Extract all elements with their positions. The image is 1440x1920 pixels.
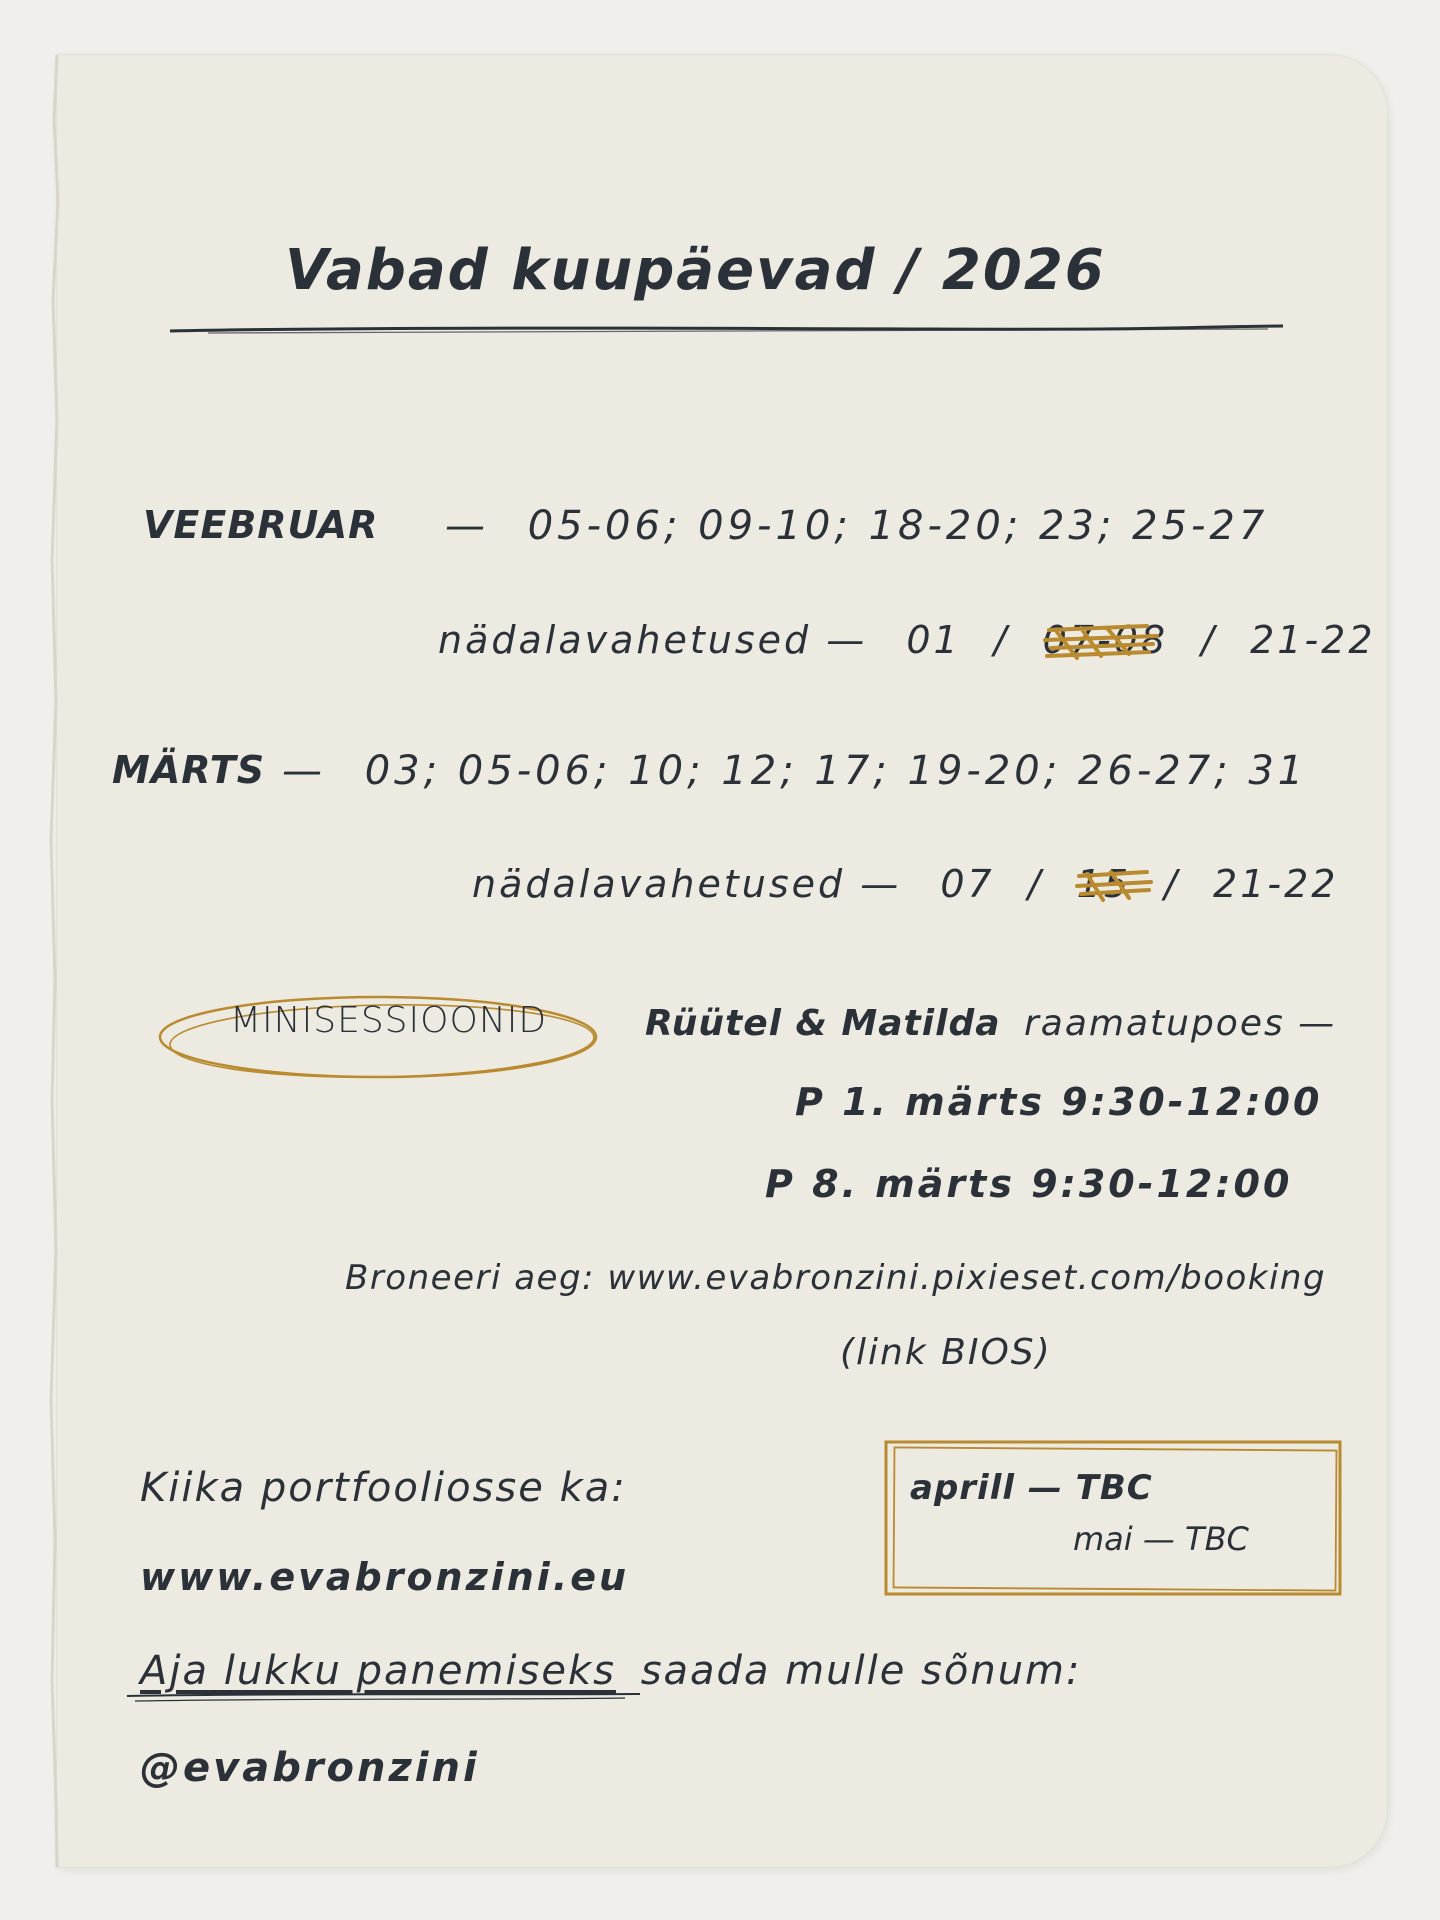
session-slot-1: P 1. märts 9:30-12:00 [795,1080,1323,1124]
link-in-bio-note: (link BIOS) [840,1332,1052,1373]
separator: / [1027,862,1044,906]
contact-line [140,1648,1082,1694]
weekends-label: nädalavahetused — [472,862,902,906]
venue-line [645,1003,1336,1044]
february-dates: 05-06; 09-10; 18-20; 23; 25-27 [527,503,1269,549]
portfolio-url[interactable] [140,1555,629,1599]
title-underline [168,324,1288,336]
struck-weekend [1077,862,1131,906]
weekends-label: nädalavahetused — [438,618,868,662]
march-weekends-row [472,862,1338,906]
month-dash: — [282,748,326,794]
contact-rest: saada mulle sõnum: [640,1648,1082,1694]
weekend-date-unavailable: 15 [1076,862,1132,906]
weekend-date: 01 [906,618,961,662]
venue-suffix: raamatupoes — [1023,1003,1337,1044]
instagram-handle[interactable]: @evabronzini [140,1745,480,1791]
separator: / [1164,862,1180,906]
session-slot-2: P 8. märts 9:30-12:00 [765,1162,1293,1206]
march-dates: 03; 05-06; 10; 12; 17; 19-20; 26-27; 31 [364,748,1308,794]
march-dates-row [282,748,1307,794]
month-dash: — [445,503,489,549]
weekend-date: 07 [940,862,995,906]
weekend-date-unavailable: 07-08 [1042,618,1169,662]
february-dates-row [445,503,1268,549]
weekend-date: 21-22 [1250,618,1376,662]
phrase-underline [125,1690,645,1704]
weekend-date: 21-22 [1213,862,1339,906]
february-weekends-row [438,618,1376,662]
booking-text[interactable]: Broneeri aeg: www.evabronzini.pixieset.com/booking [345,1258,1327,1298]
separator: / [1201,618,1217,662]
portfolio-link[interactable]: www.evabronzini.eu [140,1555,630,1599]
venue-name: Rüütel & Matilda [645,1003,1001,1044]
page-title: Vabad kuupäevad / 2026 [285,238,1106,303]
torn-edge [0,0,70,1920]
struck-weekend [1043,618,1168,662]
underlined-phrase: Aja lukku panemiseks [140,1648,616,1694]
minisessions-label: MINISESSIOONID [230,1000,548,1041]
april-tbc: aprill — TBC [910,1468,1153,1508]
separator: / [993,618,1010,662]
portfolio-label: Kiika portfooliosse ka: [140,1465,627,1511]
month-march: MÄRTS [112,748,266,792]
booking-line [345,1258,1326,1298]
month-february: VEEBRUAR [143,503,379,547]
may-tbc: mai — TBC [1073,1520,1249,1558]
